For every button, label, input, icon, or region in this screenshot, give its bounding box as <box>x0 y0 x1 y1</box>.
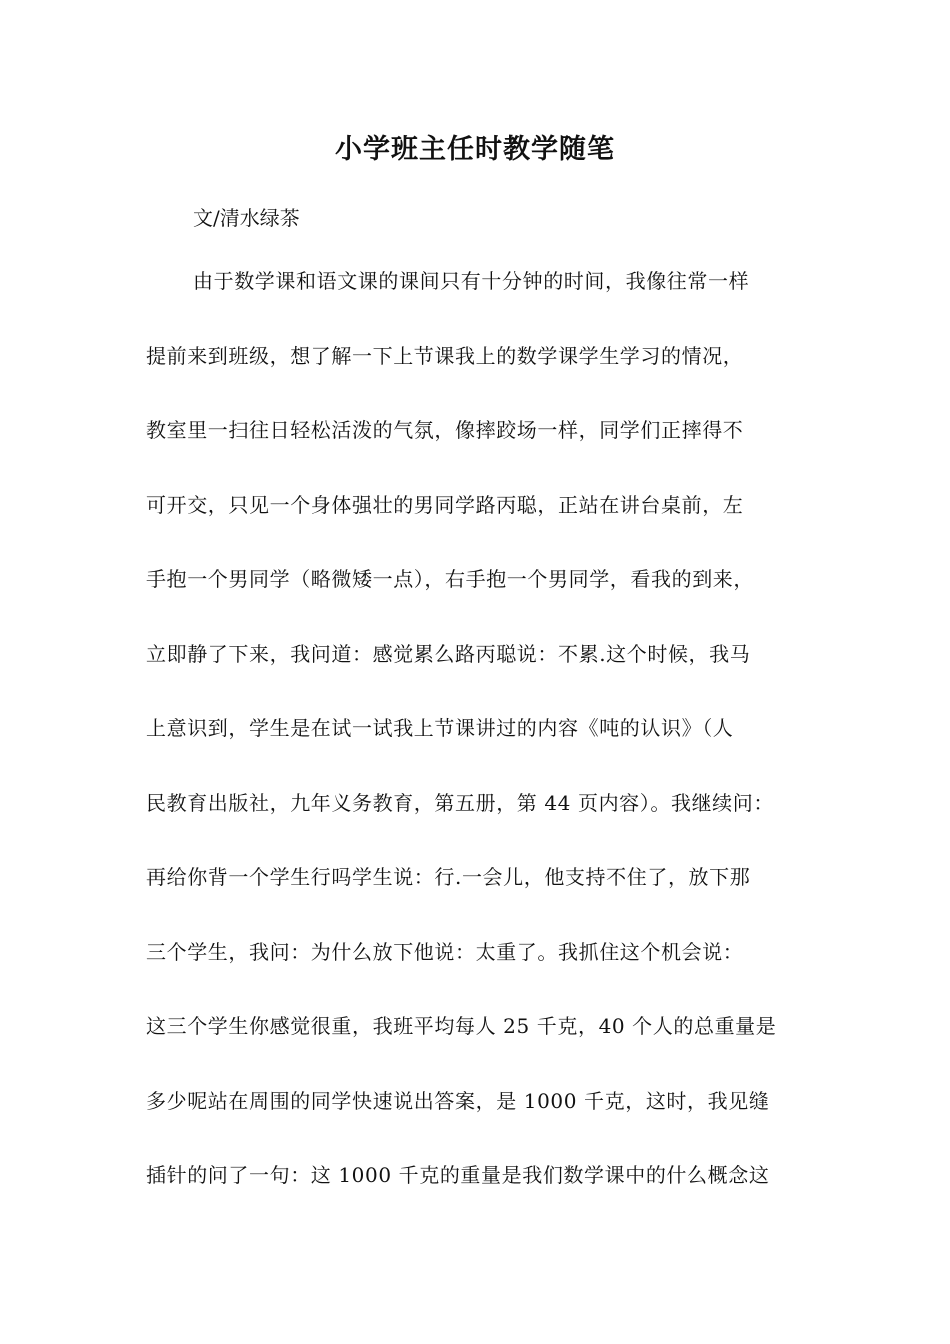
text-line: 上意识到，学生是在试一试我上节课讲过的内容《吨的认识》（人 <box>146 716 734 740</box>
text-line: 再给你背一个学生行吗学生说：行.一会儿，他支持不住了，放下那 <box>146 865 751 889</box>
text-line: 可开交，只见一个身体强壮的男同学路丙聪，正站在讲台桌前，左 <box>146 492 744 517</box>
text-line: 教室里一扫往日轻松活泼的气氛，像摔跤场一样，同学们正摔得不 <box>146 418 744 442</box>
document-title: 小学班主任时教学随笔 <box>335 134 615 165</box>
text-line: 这三个学生你感觉很重，我班平均每人 25 千克，40 个人的总重量是 <box>146 1014 777 1038</box>
text-line: 手抱一个男同学（略微矮一点），右手抱一个男同学，看我的到来， <box>146 567 754 591</box>
text-line: 提前来到班级，想了解一下上节课我上的数学课学生学习的情况， <box>146 343 744 368</box>
body-text <box>146 264 826 1233</box>
text-line: 立即静了下来，我问道：感觉累么路丙聪说：不累.这个时候，我马 <box>146 641 751 666</box>
text-line: 插针的问了一句：这 1000 千克的重量是我们数学课中的什么概念这 <box>146 1163 770 1187</box>
text-line: 民教育出版社，九年义务教育，第五册，第 44 页内容）。我继续问： <box>146 790 774 815</box>
author-line: 文/清水绿茶 <box>193 206 300 230</box>
text-line: 由于数学课和语文课的课间只有十分钟的时间，我像往常一样 <box>193 269 750 293</box>
text-line: 多少呢站在周围的同学快速说出答案，是 1000 千克，这时，我见缝 <box>146 1088 770 1113</box>
text-line: 三个学生，我问：为什么放下他说：太重了。我抓住这个机会说： <box>146 939 744 964</box>
